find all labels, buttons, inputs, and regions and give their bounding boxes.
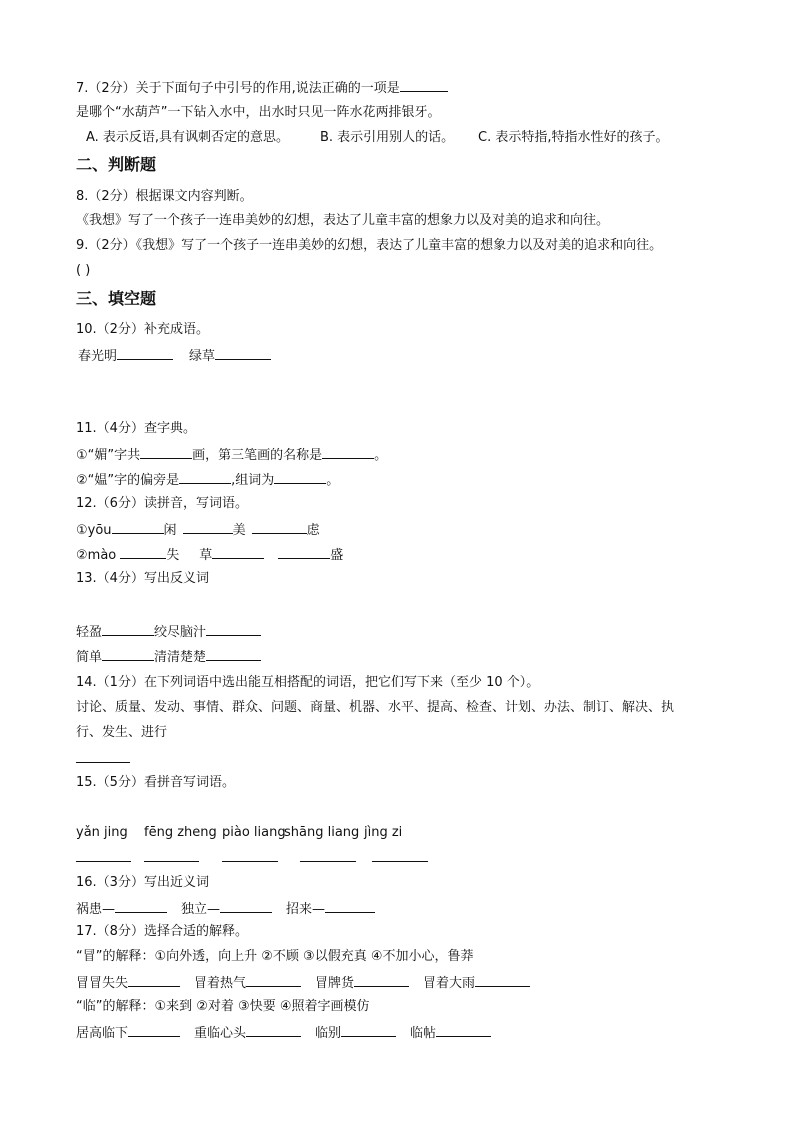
q12-l1-char-c: 美 bbox=[232, 523, 246, 538]
q11-l1-text-b: 画，第三笔画的名称是 bbox=[192, 448, 323, 463]
question-16-stem: 16.（3分）写出近义词 bbox=[76, 875, 209, 890]
q17-mao-line bbox=[76, 973, 530, 993]
section-3-heading: 三、填空题 bbox=[76, 289, 157, 308]
q16-line bbox=[76, 899, 375, 919]
q12-line-2 bbox=[76, 545, 343, 565]
q8-text: 《我想》写了一个孩子一连串美妙的幻想，表达了儿童丰富的想象力以及对美的追求和向往。 bbox=[76, 213, 610, 228]
question-12-stem: 12.（6分）读拼音，写词语。 bbox=[76, 496, 248, 511]
q15-blank-2[interactable] bbox=[144, 848, 199, 862]
q17-lin-blank-2[interactable] bbox=[246, 1023, 301, 1037]
q17-lin-word-2: 重临心头 bbox=[194, 1026, 247, 1041]
q17-mao-definition: “冒”的解释：①向外透，向上升 ②不顾 ③以假充真 ④不加小心，鲁莽 bbox=[76, 949, 474, 964]
q11-blank-strokes[interactable] bbox=[140, 445, 192, 459]
q12-l2-blank-3[interactable] bbox=[278, 545, 330, 559]
q11-blank-radical[interactable] bbox=[179, 470, 231, 484]
q13-blank-1[interactable] bbox=[102, 622, 154, 636]
q17-lin-definition: “临”的解释：①来到 ②对着 ③快要 ④照着字画模仿 bbox=[76, 999, 370, 1014]
q12-l2-char-b: 失 bbox=[166, 548, 180, 563]
q7-sentence: 是哪个“水葫芦”一下钻入水中，出水时只见一阵水花两排银牙。 bbox=[76, 105, 441, 120]
q17-mao-word-3: 冒牌货 bbox=[315, 976, 355, 991]
q10-blank-1[interactable] bbox=[117, 346, 173, 360]
q13-blank-4[interactable] bbox=[206, 647, 261, 661]
q12-l1-char-d: 虑 bbox=[306, 523, 320, 538]
q16-word-2: 独立— bbox=[181, 902, 221, 917]
q11-l1-text-a: ①“媚”字共 bbox=[76, 448, 141, 463]
q11-l2-text-b: ,组词为 bbox=[231, 473, 275, 488]
q10-line bbox=[78, 346, 271, 366]
q17-mao-word-2: 冒着热气 bbox=[194, 976, 247, 991]
q15-blank-5[interactable] bbox=[372, 848, 428, 862]
q16-word-3: 招来— bbox=[286, 902, 326, 917]
q7-stem-text: 7.（2分）关于下面句子中引号的作用,说法正确的一项是 bbox=[76, 81, 400, 96]
q16-blank-1[interactable] bbox=[115, 899, 167, 913]
q17-lin-word-4: 临帖 bbox=[410, 1026, 437, 1041]
q12-l2-char-c: 草 bbox=[199, 548, 213, 563]
q13-line-1 bbox=[76, 622, 261, 642]
q11-l1-text-c: 。 bbox=[374, 448, 388, 463]
q12-line-1 bbox=[76, 520, 320, 540]
q17-lin-blank-1[interactable] bbox=[128, 1023, 180, 1037]
q7-answer-blank[interactable] bbox=[400, 78, 448, 92]
q11-blank-stroke-name[interactable] bbox=[322, 445, 374, 459]
q17-lin-blank-3[interactable] bbox=[341, 1023, 396, 1037]
q10-blank-2[interactable] bbox=[215, 346, 271, 360]
q16-blank-2[interactable] bbox=[220, 899, 272, 913]
q13-word-4: 清清楚楚 bbox=[154, 650, 207, 665]
q7-option-a[interactable]: A. 表示反语,具有讽刺否定的意思。 bbox=[86, 130, 290, 145]
q15-blank-4[interactable] bbox=[300, 848, 356, 862]
q12-l1-char-b: 闲 bbox=[163, 523, 177, 538]
q11-line-2 bbox=[76, 470, 339, 490]
q14-words-line-2: 行、发生、进行 bbox=[76, 725, 168, 740]
question-9-stem: 9.（2分）《我想》写了一个孩子一连串美妙的幻想，表达了儿童丰富的想象力以及对美的追求和向往。 bbox=[76, 238, 663, 253]
q15-pinyin-4: shāng liang bbox=[284, 825, 360, 840]
q17-lin-line bbox=[76, 1023, 491, 1043]
q17-lin-word-1: 居高临下 bbox=[76, 1026, 129, 1041]
q17-lin-blank-4[interactable] bbox=[436, 1023, 491, 1037]
q17-mao-blank-1[interactable] bbox=[128, 973, 180, 987]
q13-word-2: 绞尽脑汁 bbox=[154, 625, 207, 640]
q12-l2-pinyin: ②mào bbox=[76, 548, 117, 563]
q17-lin-word-3: 临别 bbox=[315, 1026, 342, 1041]
q15-blank-3[interactable] bbox=[222, 848, 278, 862]
q9-answer-paren[interactable]: ( ) bbox=[76, 263, 91, 278]
q12-l1-blank-1[interactable] bbox=[112, 520, 164, 534]
q17-mao-word-1: 冒冒失失 bbox=[76, 976, 129, 991]
q12-l2-blank-2[interactable] bbox=[212, 545, 264, 559]
q12-l1-blank-2[interactable] bbox=[183, 520, 233, 534]
q14-answer-blank[interactable] bbox=[76, 749, 130, 763]
q17-mao-blank-2[interactable] bbox=[246, 973, 301, 987]
q15-pinyin-2: fēng zheng bbox=[144, 825, 217, 840]
q13-blank-2[interactable] bbox=[206, 622, 261, 636]
question-14-stem: 14.（1分）在下列词语中选出能互相搭配的词语，把它们写下来（至少 10 个）。 bbox=[76, 675, 540, 690]
q7-option-b[interactable]: B. 表示引用别人的话。 bbox=[320, 130, 455, 145]
q16-blank-3[interactable] bbox=[325, 899, 375, 913]
question-7-stem bbox=[76, 78, 448, 98]
q11-line-1 bbox=[76, 445, 387, 465]
q11-blank-word[interactable] bbox=[274, 470, 326, 484]
q17-mao-blank-4[interactable] bbox=[475, 973, 530, 987]
q17-mao-word-4: 冒着大雨 bbox=[423, 976, 476, 991]
section-2-heading: 二、判断题 bbox=[76, 155, 157, 174]
question-8-stem: 8.（2分）根据课文内容判断。 bbox=[76, 189, 253, 204]
question-15-stem: 15.（5分）看拼音写词语。 bbox=[76, 775, 235, 790]
q12-l2-blank-1[interactable] bbox=[120, 545, 166, 559]
q15-pinyin-5: jìng zi bbox=[364, 825, 403, 840]
q13-word-1: 轻盈 bbox=[76, 625, 103, 640]
q10-word-2: 绿草 bbox=[189, 349, 216, 364]
q12-l1-pinyin: ①yōu bbox=[76, 523, 112, 538]
q12-l2-char-d: 盛 bbox=[330, 548, 344, 563]
q12-l1-blank-3[interactable] bbox=[252, 520, 307, 534]
q11-l2-text-c: 。 bbox=[326, 473, 340, 488]
question-13-stem: 13.（4分）写出反义词 bbox=[76, 571, 209, 586]
q15-blank-1[interactable] bbox=[76, 848, 131, 862]
q11-l2-text-a: ②“媪”字的偏旁是 bbox=[76, 473, 180, 488]
q13-word-3: 简单 bbox=[76, 650, 103, 665]
q7-option-c[interactable]: C. 表示特指,特指水性好的孩子。 bbox=[478, 130, 669, 145]
question-10-stem: 10.（2分）补充成语。 bbox=[76, 322, 209, 337]
q14-answer-line bbox=[76, 749, 130, 769]
q14-words-line-1: 讨论、质量、发动、事情、群众、问题、商量、机器、水平、提高、检查、计划、办法、制订、解决、执 bbox=[76, 700, 675, 715]
q13-line-2 bbox=[76, 647, 261, 667]
question-11-stem: 11.（4分）查字典。 bbox=[76, 421, 196, 436]
q17-mao-blank-3[interactable] bbox=[354, 973, 409, 987]
q13-blank-3[interactable] bbox=[102, 647, 154, 661]
question-17-stem: 17.（8分）选择合适的解释。 bbox=[76, 924, 248, 939]
q10-word-1: 春光明 bbox=[78, 349, 118, 364]
q15-pinyin-3: piào liang bbox=[222, 825, 286, 840]
q15-pinyin-1: yǎn jing bbox=[76, 825, 128, 840]
q16-word-1: 祸患— bbox=[76, 902, 116, 917]
